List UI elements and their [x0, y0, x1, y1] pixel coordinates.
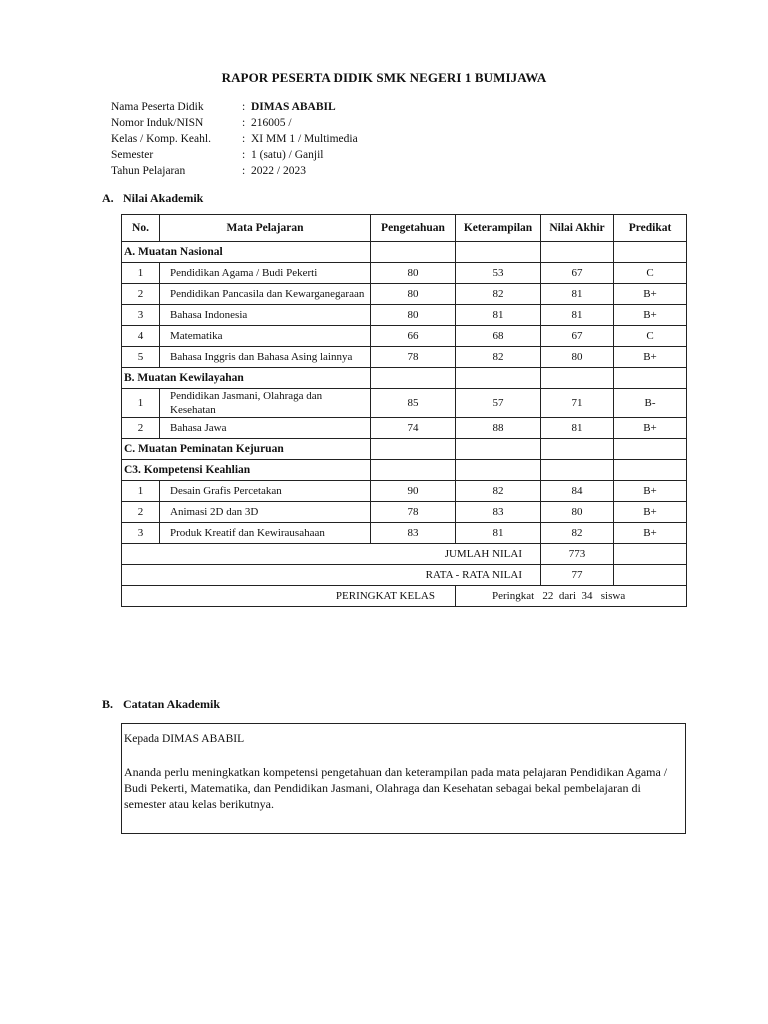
cell-subject: Matematika: [160, 326, 371, 347]
cell-predicate: B+: [614, 481, 687, 502]
info-row-name: [111, 99, 358, 115]
cell-no: 2: [122, 418, 160, 439]
table-header-row: [122, 215, 687, 242]
cell-no: 1: [122, 389, 160, 418]
total-row: [122, 544, 687, 565]
cell-predicate: B+: [614, 305, 687, 326]
info-label: Semester: [111, 149, 154, 161]
cell-final: 82: [541, 523, 614, 544]
info-row-nisn: [111, 115, 358, 131]
cell-subject: Pendidikan Agama / Budi Pekerti: [160, 263, 371, 284]
student-info: [111, 99, 358, 179]
table-row: [122, 326, 687, 347]
cell-knowledge: 85: [371, 389, 456, 418]
table-row: [122, 263, 687, 284]
section-letter: A.: [102, 191, 114, 205]
cell-subject: Bahasa Inggris dan Bahasa Asing lainnya: [160, 347, 371, 368]
cell-predicate: C: [614, 326, 687, 347]
cell-no: 2: [122, 284, 160, 305]
cell-skill: 82: [456, 347, 541, 368]
info-colon: :: [242, 165, 246, 177]
table-row: [122, 481, 687, 502]
info-colon: :: [242, 133, 246, 145]
group-row: [122, 368, 687, 389]
cell-skill: 57: [456, 389, 541, 418]
cell-no: 3: [122, 523, 160, 544]
cell-knowledge: 78: [371, 347, 456, 368]
cell-subject: Pendidikan Jasmani, Olahraga dan Kesehatan: [160, 389, 371, 418]
section-title: Nilai Akademik: [123, 191, 204, 205]
cell-knowledge: 80: [371, 284, 456, 305]
info-colon: :: [242, 117, 246, 129]
section-b-heading: [102, 697, 220, 712]
cell-predicate: B+: [614, 418, 687, 439]
info-label: Nama Peserta Didik: [111, 101, 204, 113]
average-row: [122, 565, 687, 586]
info-label: Kelas / Komp. Keahl.: [111, 133, 211, 145]
student-name: DIMAS ABABIL: [251, 101, 336, 113]
cell-skill: 53: [456, 263, 541, 284]
section-letter: B.: [102, 697, 114, 711]
cell-final: 80: [541, 347, 614, 368]
header-knowledge: Pengetahuan: [371, 215, 456, 242]
student-semester: 1 (satu) / Ganjil: [251, 149, 324, 161]
cell-skill: 81: [456, 523, 541, 544]
cell-subject: Bahasa Indonesia: [160, 305, 371, 326]
cell-final: 80: [541, 502, 614, 523]
cell-final: 84: [541, 481, 614, 502]
header-subject: Mata Pelajaran: [160, 215, 371, 242]
header-skill: Keterampilan: [456, 215, 541, 242]
header-final: Nilai Akhir: [541, 215, 614, 242]
total-value: 773: [541, 544, 614, 565]
cell-subject: Pendidikan Pancasila dan Kewarganegaraan: [160, 284, 371, 305]
info-row-year: [111, 163, 358, 179]
rank-row: [122, 586, 687, 607]
info-label: Tahun Pelajaran: [111, 165, 186, 177]
notes-recipient: Kepada DIMAS ABABIL: [124, 733, 245, 745]
cell-no: 4: [122, 326, 160, 347]
group-label: A. Muatan Nasional: [122, 242, 371, 263]
cell-skill: 82: [456, 481, 541, 502]
section-a-heading: [102, 191, 203, 206]
cell-predicate: B+: [614, 284, 687, 305]
student-nisn: 216005 /: [251, 117, 292, 129]
average-value: 77: [541, 565, 614, 586]
cell-no: 5: [122, 347, 160, 368]
cell-knowledge: 90: [371, 481, 456, 502]
info-label: Nomor Induk/NISN: [111, 117, 204, 129]
info-colon: :: [242, 149, 246, 161]
table-row: [122, 418, 687, 439]
rank-value: Peringkat 22 dari 34 siswa: [456, 586, 687, 607]
total-label: JUMLAH NILAI: [122, 544, 541, 565]
cell-knowledge: 80: [371, 263, 456, 284]
group-label: C3. Kompetensi Keahlian: [122, 460, 371, 481]
group-row: [122, 242, 687, 263]
notes-text: Ananda perlu meningkatkan kompetensi pengetahuan dan keterampilan pada mata pelajaran Pendidikan Agama / Budi Pekerti, Matematika, dan Pendidikan Jasmani, Olahraga dan Kesehatan sebagai bekal pembelajaran di semester atau kelas berikutnya.: [124, 765, 668, 811]
cell-predicate: C: [614, 263, 687, 284]
table-row: [122, 284, 687, 305]
group-row: [122, 460, 687, 481]
group-row: [122, 439, 687, 460]
average-label: RATA - RATA NILAI: [122, 565, 541, 586]
cell-predicate: B+: [614, 347, 687, 368]
cell-subject: Produk Kreatif dan Kewirausahaan: [160, 523, 371, 544]
cell-no: 3: [122, 305, 160, 326]
cell-no: 1: [122, 263, 160, 284]
cell-predicate: B+: [614, 523, 687, 544]
table-row: [122, 347, 687, 368]
cell-final: 71: [541, 389, 614, 418]
info-colon: :: [242, 101, 246, 113]
page-title: RAPOR PESERTA DIDIK SMK NEGERI 1 BUMIJAWA: [221, 70, 547, 85]
table-row: [122, 523, 687, 544]
header-no: No.: [122, 215, 160, 242]
cell-final: 81: [541, 284, 614, 305]
student-class: XI MM 1 / Multimedia: [251, 133, 358, 145]
grades-table: [121, 214, 687, 607]
group-label: C. Muatan Peminatan Kejuruan: [122, 439, 371, 460]
table-row: [122, 502, 687, 523]
cell-skill: 68: [456, 326, 541, 347]
info-row-semester: [111, 147, 358, 163]
academic-notes-box: [121, 723, 686, 834]
cell-no: 2: [122, 502, 160, 523]
cell-skill: 88: [456, 418, 541, 439]
cell-knowledge: 66: [371, 326, 456, 347]
cell-subject: Animasi 2D dan 3D: [160, 502, 371, 523]
cell-final: 81: [541, 418, 614, 439]
cell-predicate: B+: [614, 502, 687, 523]
group-label: B. Muatan Kewilayahan: [122, 368, 371, 389]
cell-skill: 81: [456, 305, 541, 326]
cell-subject: Bahasa Jawa: [160, 418, 371, 439]
cell-knowledge: 78: [371, 502, 456, 523]
header-predicate: Predikat: [614, 215, 687, 242]
cell-skill: 82: [456, 284, 541, 305]
cell-skill: 83: [456, 502, 541, 523]
cell-final: 81: [541, 305, 614, 326]
cell-subject: Desain Grafis Percetakan: [160, 481, 371, 502]
table-row: [122, 305, 687, 326]
cell-knowledge: 80: [371, 305, 456, 326]
rank-label: PERINGKAT KELAS: [122, 586, 456, 607]
cell-no: 1: [122, 481, 160, 502]
cell-knowledge: 74: [371, 418, 456, 439]
table-row: [122, 389, 687, 418]
cell-knowledge: 83: [371, 523, 456, 544]
cell-final: 67: [541, 263, 614, 284]
info-row-class: [111, 131, 358, 147]
student-year: 2022 / 2023: [251, 165, 306, 177]
section-title: Catatan Akademik: [123, 697, 221, 711]
cell-final: 67: [541, 326, 614, 347]
cell-predicate: B-: [614, 389, 687, 418]
